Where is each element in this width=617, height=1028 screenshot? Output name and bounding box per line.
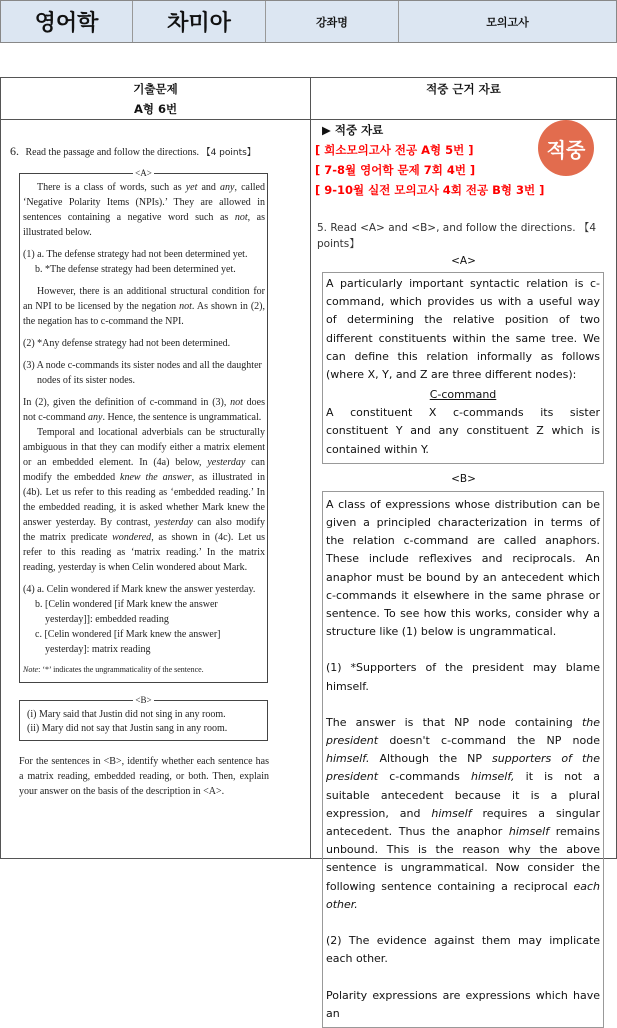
question-points: 【4 points】 bbox=[201, 148, 256, 158]
text-segment: yesterday bbox=[154, 517, 193, 528]
stamp-text: 적중 bbox=[546, 137, 586, 162]
text-segment: (2) The evidence against them may implicate each other. bbox=[326, 934, 600, 966]
text-segment: not bbox=[234, 212, 248, 223]
passage-paragraph bbox=[23, 627, 265, 657]
sentence-ii: (ii) Mary did not say that Justin sang in any room. bbox=[27, 723, 228, 734]
text-segment: not bbox=[179, 301, 192, 312]
source-item: [ 7-8월 영어학 문제 7회 4번 ] bbox=[315, 163, 476, 177]
text-segment: (1) *Supporters of the president may blame himself. bbox=[326, 661, 600, 693]
comparison-table bbox=[0, 77, 617, 1020]
left-column-header bbox=[1, 78, 310, 120]
text-segment: . As shown in (2), the negation has to c-command the NPI. bbox=[23, 301, 265, 327]
left-header-line2: A형 6번 bbox=[133, 102, 178, 116]
source-item: [ 희소모의고사 전공 A형 5번 ] bbox=[315, 143, 474, 157]
course-cell: 모의고사 bbox=[486, 15, 529, 29]
passage-paragraph bbox=[23, 358, 265, 388]
passage-paragraph bbox=[23, 662, 265, 677]
box-b-label: <B> bbox=[135, 695, 152, 705]
text-segment: (1) a. The defense strategy had not been determined yet. bbox=[23, 249, 248, 260]
text-segment: can modify the embedded bbox=[23, 457, 265, 483]
text-segment: . Hence, the sentence is ungrammatical. bbox=[102, 412, 262, 423]
question-prompt bbox=[10, 144, 310, 160]
left-header-line1: 기출문제 bbox=[133, 82, 178, 96]
text-segment: However, there is an additional structural condition for an NPI to be licensed by the negation bbox=[23, 286, 265, 312]
passage-box-a bbox=[19, 168, 268, 683]
passage-paragraph bbox=[23, 597, 265, 627]
question-instruction: For the sentences in <B>, identify whether each sentence has a matrix reading, embedded reading, or both. Then, explain your answer on the basis of the description in <A>. bbox=[19, 756, 269, 797]
evidence-prompt: 5. Read <A> and <B>, and follow the directions. 【4 points】 bbox=[317, 222, 597, 250]
definition-title: C-command bbox=[429, 388, 497, 402]
text-segment: the president bbox=[326, 715, 600, 748]
text-segment: wondered bbox=[112, 532, 152, 543]
text-segment: does not c-command bbox=[23, 397, 265, 423]
text-segment: knew the answer bbox=[120, 472, 192, 483]
text-segment: himself, bbox=[471, 770, 515, 784]
text-segment: (2) *Any defense strategy had not been determined. bbox=[23, 338, 231, 349]
source-item: [ 9-10월 실전 모의고사 4회 전공 B형 3번 ] bbox=[315, 183, 545, 197]
sentence-i: (i) Mary said that Justin did not sing in any room. bbox=[27, 709, 226, 720]
passage-paragraph bbox=[23, 395, 265, 425]
evidence-title: ▶ 적중 자료 bbox=[322, 123, 384, 137]
evidence-paragraph bbox=[326, 714, 600, 914]
text-segment: Although the NP bbox=[369, 752, 493, 766]
text-segment: any bbox=[220, 182, 235, 193]
evidence-box-b-label: <B> bbox=[451, 472, 476, 485]
text-segment: A class of expressions whose distribution can be given a principled characterization in terms of the relation c-command are called anaphors. These include reflexives and reciprocals. An anaphor must be bound by an antecedent which c-commands it elsewhere in the same phrase or sentence. To see how this works, consider why a structure like (1) below is ungrammatical. bbox=[326, 497, 600, 639]
text-segment: and bbox=[197, 182, 221, 193]
instructor-cell: 차미아 bbox=[133, 1, 266, 42]
text-segment: b. *The defense strategy had been determined yet. bbox=[35, 264, 236, 275]
passage-paragraph bbox=[23, 247, 265, 262]
text-segment: each other. bbox=[326, 879, 600, 911]
text-segment: not bbox=[230, 397, 243, 408]
evidence-paragraph bbox=[326, 987, 600, 1023]
text-segment: himself bbox=[431, 806, 472, 820]
box-a-label: <A> bbox=[135, 168, 152, 178]
question-text: Read the passage and follow the directions. bbox=[25, 147, 200, 158]
text-segment: b. [Celin wondered [if Mark knew the answer yesterday]]: embedded reading bbox=[35, 599, 218, 625]
header-bar bbox=[0, 0, 617, 43]
text-segment: (4) a. Celin wondered if Mark knew the answer yesterday. bbox=[23, 584, 256, 595]
passage-paragraph bbox=[23, 284, 265, 329]
text-segment: remains unbound. This is the reason why the above sentence is ungrammatical. Now consider the following sentence containing a reciprocal bbox=[326, 825, 601, 893]
course-label-cell: 강좌명 bbox=[266, 1, 399, 42]
passage-paragraph bbox=[23, 180, 265, 240]
text-segment: The answer is that NP node containing bbox=[326, 715, 582, 729]
evidence-paragraph bbox=[326, 496, 600, 642]
passage-a-content bbox=[23, 180, 265, 677]
passage-paragraph bbox=[23, 262, 265, 277]
text-segment: yet bbox=[185, 182, 198, 193]
text-segment: , called ‘Negative Polarity Items (NPIs).’ They are allowed in sentences containing a negative word such as bbox=[23, 182, 265, 223]
evidence-box-a bbox=[322, 272, 604, 464]
passage-box-b bbox=[19, 695, 268, 741]
text-segment: Temporal and locational adverbials can be structurally ambiguous in that they can modify either a matrix element or an embedded element. In (4a) below, bbox=[23, 427, 265, 468]
text-segment: : ‘*’ indicates the ungrammaticality of the sentence. bbox=[38, 665, 204, 674]
text-segment: Note bbox=[23, 665, 39, 674]
text-segment: , as shown in (4c). Let us refer to this reading as ‘matrix reading.’ In the matrix reading, yesterday is when Celin wondered about Mark. bbox=[23, 532, 265, 573]
passage-paragraph bbox=[23, 425, 265, 575]
text-segment: In (2), given the definition of c-command in (3), bbox=[23, 397, 231, 408]
question-number: 6. bbox=[10, 144, 19, 158]
subject-cell: 영어학 bbox=[1, 1, 133, 42]
text-segment: c. [Celin wondered [if Mark knew the answer] yesterday]: matrix reading bbox=[35, 629, 221, 655]
text-segment: it is not a suitable antecedent because it is a plural expression, and bbox=[326, 770, 600, 820]
text-segment: There is a class of words, such as bbox=[37, 182, 186, 193]
text-segment: supporters of the president bbox=[326, 752, 600, 784]
passage-paragraph bbox=[23, 336, 265, 351]
text-segment: requires a singular antecedent. Thus the anaphor bbox=[326, 806, 600, 839]
evidence-box-b bbox=[322, 491, 604, 1028]
exam-question bbox=[1, 119, 310, 799]
hit-stamp bbox=[538, 120, 594, 176]
evidence-a-text: A particularly important syntactic relation is c-command, which provides us with a useful way of determining the relative position of two different constituents within the same tree. We can define this relation informally as follows (where X, Y, and Z are three different nodes): bbox=[326, 277, 600, 382]
text-segment: , as illustrated in (4b). Let us refer to this reading as ‘embedded reading.’ In the embedded reading, it is asked whether Mark knew the answer yesterday. By contrast, bbox=[23, 472, 266, 528]
evidence-paragraph bbox=[326, 659, 600, 695]
evidence-b-content bbox=[326, 496, 600, 1023]
definition-text: A constituent X c-commands its sister constituent Y and any constituent Z which is contained within Y. bbox=[326, 406, 600, 456]
evidence-paragraph bbox=[326, 932, 600, 968]
evidence-box-a-label: <A> bbox=[451, 255, 476, 267]
text-segment: (3) A node c-commands its sister nodes and all the daughter nodes of its sister nodes. bbox=[23, 360, 262, 386]
passage-paragraph bbox=[23, 582, 265, 597]
text-segment: can also modify the matrix predicate bbox=[23, 517, 266, 543]
right-column-header: 적중 근거 자료 bbox=[311, 78, 616, 120]
text-segment: c-commands bbox=[378, 770, 472, 784]
text-segment: , as illustrated below. bbox=[23, 212, 265, 238]
text-segment: any bbox=[87, 412, 103, 423]
text-segment: himself. bbox=[326, 752, 370, 766]
text-segment: himself bbox=[508, 825, 550, 839]
text-segment: Polarity expressions are expressions which have an bbox=[326, 988, 600, 1020]
text-segment: yesterday bbox=[207, 457, 246, 468]
evidence-material bbox=[311, 119, 616, 1028]
text-segment: doesn't c-command the NP node bbox=[378, 734, 600, 748]
